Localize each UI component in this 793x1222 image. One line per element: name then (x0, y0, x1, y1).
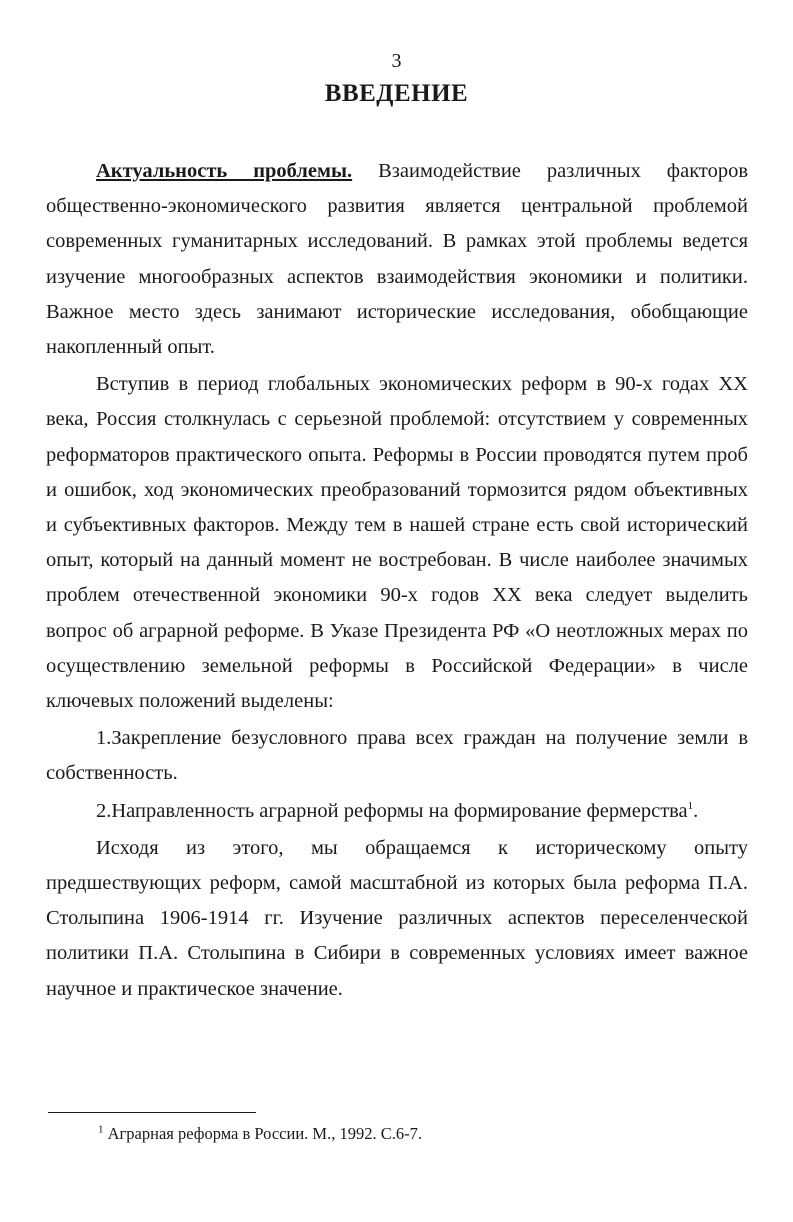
footnote-mark: 1 (98, 1123, 104, 1136)
list-item-2 (46, 794, 748, 829)
footnote-text: Аграрная реформа в России. М., 1992. С.6-7. (103, 1124, 422, 1143)
section-lead: Актуальность проблемы. (96, 160, 353, 182)
list-item-1: 1.Закрепление безусловного права всех граждан на получение земли в собственность. (46, 727, 748, 785)
paragraph-historical-experience: Исходя из этого, мы обращаемся к историческому опыту предшествующих реформ, самой масштабной из которых была реформа П.А. Столыпина 1906-1914 гг. Изучение различных аспектов переселенческой политики П.А. Столыпина в Сибири в современных условиях имеет важное научное и практическое значение. (46, 836, 748, 1000)
footnote-reference[interactable]: 1 (687, 799, 694, 812)
paragraph-text: Взаимодействие различных факторов общественно-экономического развития является центральной проблемой современных гуманитарных исследований. В рамках этой проблемы ведется изучение многообразных аспектов взаимодействия экономики и политики. Важное место здесь занимают исторические исследования, обобщающие накопленный опыт. (46, 160, 748, 359)
paragraph-relevance (46, 154, 748, 365)
paragraph-reforms: Вступив в период глобальных экономических реформ в 90-х годах XX века, Россия столкнулась с серьезной проблемой: отсутствием у современных реформаторов практического опыта. Реформы в России проводятся путем проб и ошибок, ход экономических преобразований тормозится рядом объективных и субъективных факторов. Между тем в нашей стране есть свой исторический опыт, который на данный момент не востребован. В числе наиболее значимых проблем отечественной экономики 90-х годов XX века следует выделить вопрос об аграрной реформе. В Указе Президента РФ «О неотложных мерах по осуществлению земельной реформы в Российской Федерации» в числе ключевых положений выделены: (46, 373, 748, 713)
footnote (98, 1124, 422, 1144)
page-number: 3 (391, 50, 402, 72)
footnote-divider (48, 1112, 256, 1113)
body-text (46, 154, 748, 1007)
page-title: ВВЕДЕНИЕ (324, 80, 469, 107)
list-item-text: 2.Направленность аграрной реформы на формирование фермерства (96, 799, 688, 822)
list-item-end: . (693, 799, 699, 822)
